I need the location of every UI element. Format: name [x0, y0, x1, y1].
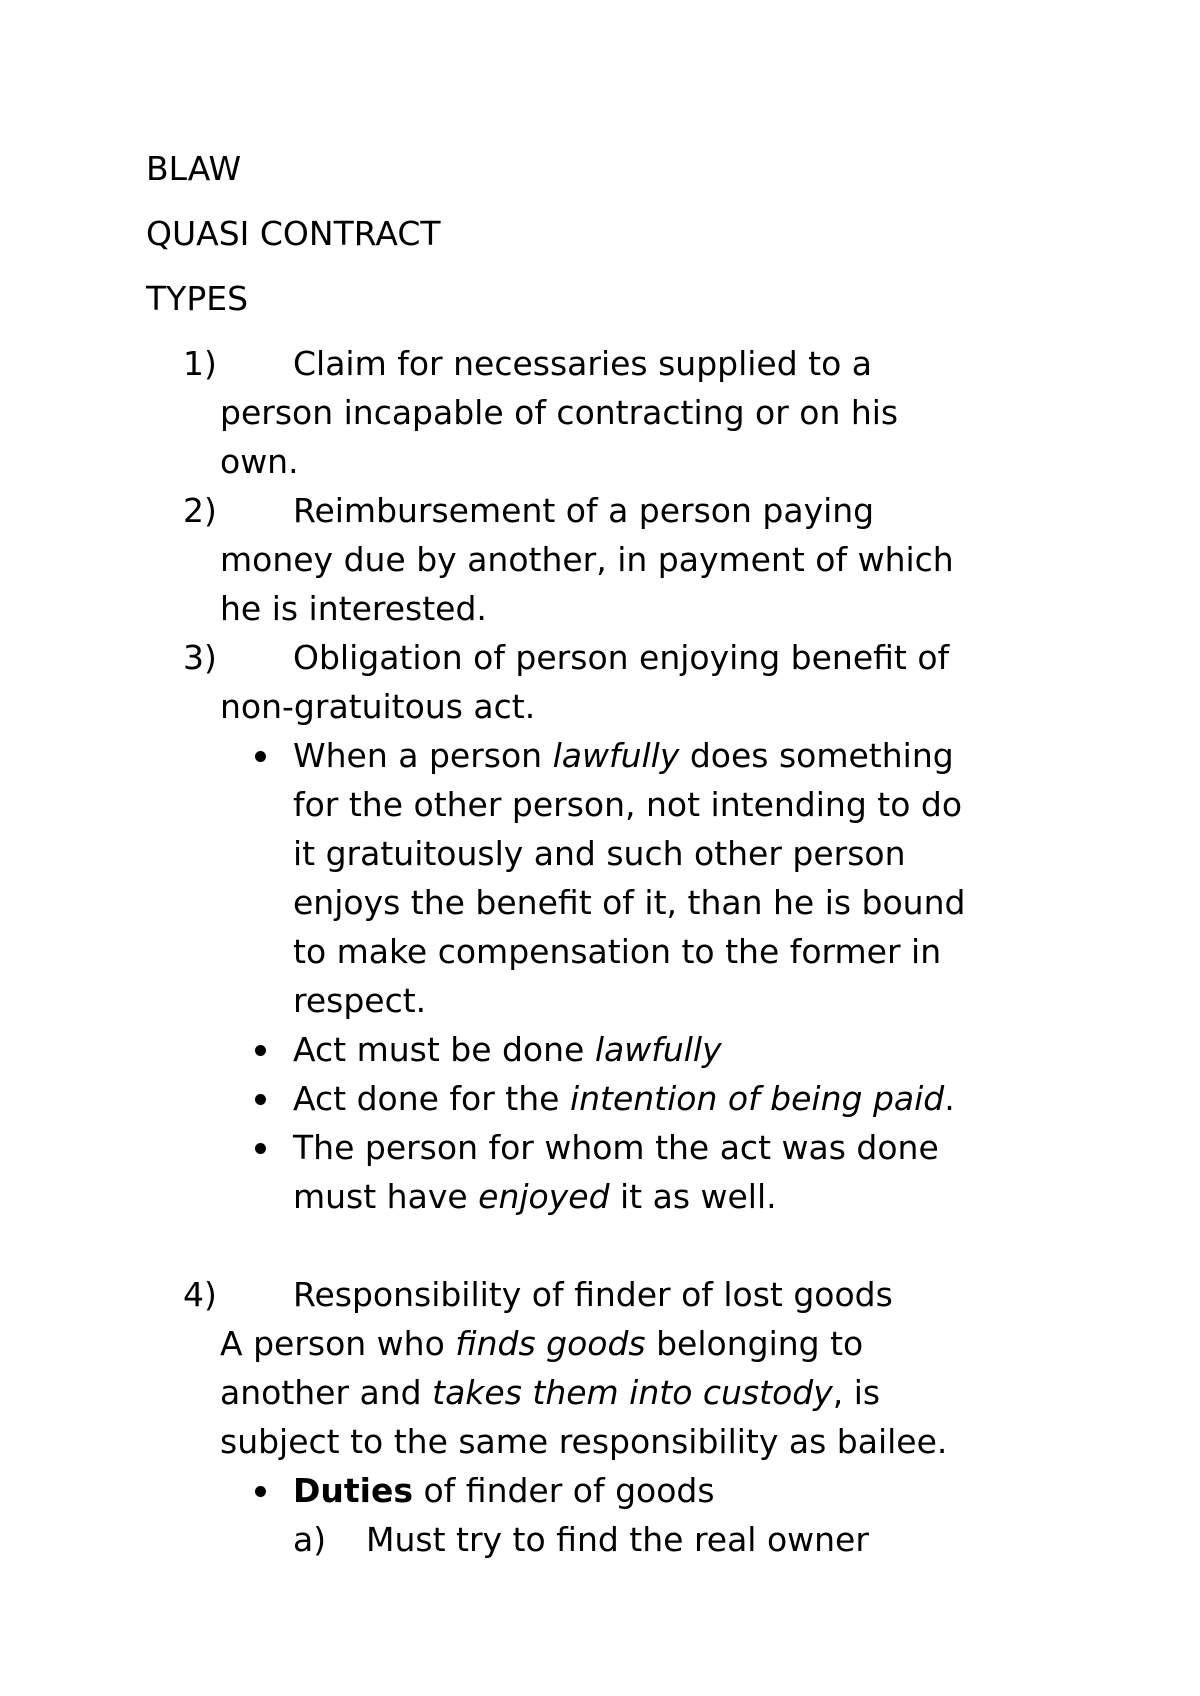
item-number: 3): [183, 638, 217, 677]
item-number: 4): [183, 1275, 217, 1314]
bullet-text: When a person lawfully does something: [293, 736, 954, 775]
item-text: Responsibility of finder of lost goods: [293, 1275, 893, 1314]
sub-item-letter: a): [293, 1520, 327, 1559]
bullet-dot: [255, 1143, 266, 1154]
item-text: own.: [220, 442, 299, 481]
section-heading: TYPES: [146, 279, 249, 318]
bullet-dot: [255, 1094, 266, 1105]
bullet-text: The person for whom the act was done: [293, 1128, 939, 1167]
item-text: Obligation of person enjoying benefit of: [293, 638, 950, 677]
bullet-text: Duties of finder of goods: [293, 1471, 715, 1510]
item-text: Reimbursement of a person paying: [293, 491, 875, 530]
sub-item-text: Must try to find the real owner: [366, 1520, 869, 1559]
item-text: non-gratuitous act.: [220, 687, 536, 726]
item-number: 1): [183, 344, 217, 383]
bullet-dot: [255, 751, 266, 762]
bullet-text: for the other person, not intending to do: [293, 785, 963, 824]
bullet-text: it gratuitously and such other person: [293, 834, 906, 873]
bullet-text: respect.: [293, 981, 427, 1020]
bullet-dot: [255, 1486, 266, 1497]
item-number: 2): [183, 491, 217, 530]
item-text: he is interested.: [220, 589, 487, 628]
course-title: BLAW: [146, 149, 242, 188]
bullet-text: must have enjoyed it as well.: [293, 1177, 777, 1216]
item-text: person incapable of contracting or on his: [220, 393, 899, 432]
item-text: money due by another, in payment of which: [220, 540, 954, 579]
topic-title: QUASI CONTRACT: [146, 214, 441, 253]
bullet-text: enjoys the benefit of it, than he is bound: [293, 883, 966, 922]
bullet-dot: [255, 1045, 266, 1056]
bullet-text: Act must be done lawfully: [293, 1030, 722, 1069]
item-text: Claim for necessaries supplied to a: [293, 344, 873, 383]
bullet-text: to make compensation to the former in: [293, 932, 942, 971]
item-paragraph: A person who finds goods belonging to: [220, 1324, 864, 1363]
bullet-text: Act done for the intention of being paid.: [293, 1079, 955, 1118]
item-paragraph: subject to the same responsibility as bailee.: [220, 1422, 948, 1461]
item-paragraph: another and takes them into custody, is: [220, 1373, 881, 1412]
